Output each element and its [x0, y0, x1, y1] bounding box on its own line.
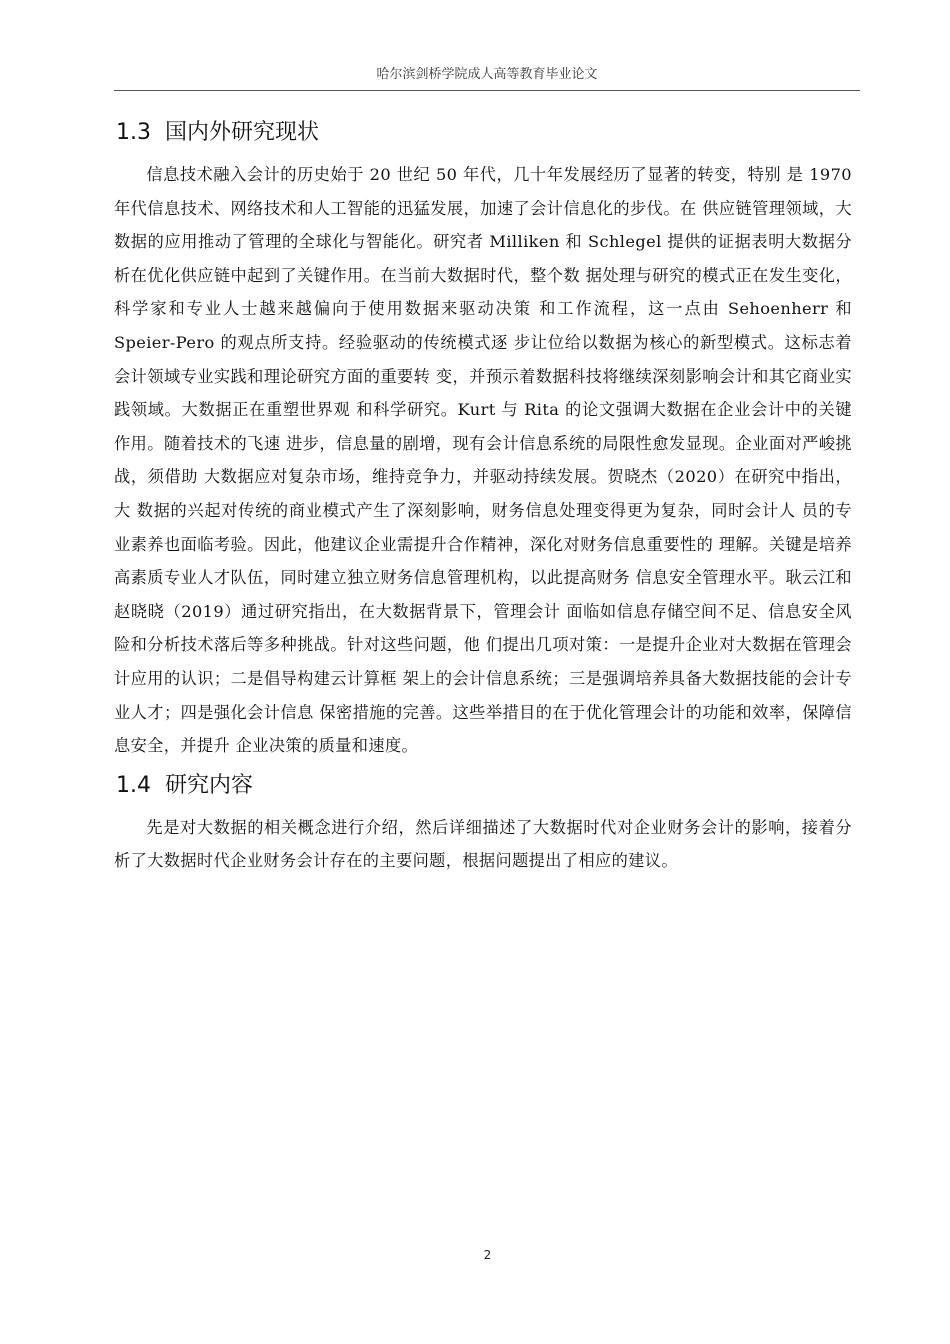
section-number: 1.3 — [116, 120, 151, 145]
section-heading-1-3 — [116, 118, 852, 148]
section-1-3-paragraph: 信息技术融入会计的历史始于 20 世纪 50 年代，几十年发展经历了显著的转变，特别 是 1970 年代信息技术、网络技术和人工智能的迅猛发展，加速了会计信息化的步伐。在 供应链管理领域，大数据的应用推动了管理的全球化与智能化。研究者 Milliken 和 Schlegel 提供的证据表明大数据分析在优化供应链中起到了关键作用。在当前大数据时代，整个数 据处理与研究的模式正在发生变化，科学家和专业人士越来越偏向于使用数据来驱动决策 和工作流程，这一点由 Sehoenherr 和 Speier-Pero 的观点所支持。经验驱动的传统模式逐 步让位给以数据为核心的新型模式。这标志着会计领域专业实践和理论研究方面的重要转 变，并预示着数据科技将继续深刻影响会计和其它商业实践领域。大数据正在重塑世界观 和科学研究。Kurt 与 Rita 的论文强调大数据在企业会计中的关键作用。随着技术的飞速 进步，信息量的剧增，现有会计信息系统的局限性愈发显现。企业面对严峻挑战，须借助 大数据应对复杂市场，维持竞争力，并驱动持续发展。贺晓杰（2020）在研究中指出，大 数据的兴起对传统的商业模式产生了深刻影响，财务信息处理变得更为复杂，同时会计人 员的专业素养也面临考验。因此，他建议企业需提升合作精神，深化对财务信息重要性的 理解。关键是培养高素质专业人才队伍，同时建立独立财务信息管理机构，以此提高财务 信息安全管理水平。耿云江和赵晓晓（2019）通过研究指出，在大数据背景下，管理会计 面临如信息存储空间不足、信息安全风险和分析技术落后等多种挑战。针对这些问题，他 们提出几项对策：一是提升企业对大数据在管理会计应用的认识；二是倡导构建云计算框 架上的会计信息系统；三是强调培养具备大数据技能的会计专业人才；四是强化会计信息 保密措施的完善。这些举措目的在于优化管理会计的功能和效率，保障信息安全，并提升 企业决策的质量和速度。 — [114, 165, 852, 756]
page-header — [114, 64, 860, 91]
page-number: 2 — [483, 1248, 492, 1262]
section-1-4-paragraph: 先是对大数据的相关概念进行介绍，然后详细描述了大数据时代对企业财务会计的影响，接着分析了大数据时代企业财务会计存在的主要问题，根据问题提出了相应的建议。 — [114, 817, 852, 871]
section-number: 1.4 — [116, 772, 151, 798]
section-title: 研究内容 — [165, 772, 254, 798]
page-footer — [0, 1248, 950, 1262]
header-title: 哈尔滨剑桥学院成人高等教育毕业论文 — [376, 67, 598, 82]
section-heading-1-4 — [116, 771, 852, 801]
document-body — [114, 118, 852, 878]
section-title: 国内外研究现状 — [165, 120, 320, 145]
